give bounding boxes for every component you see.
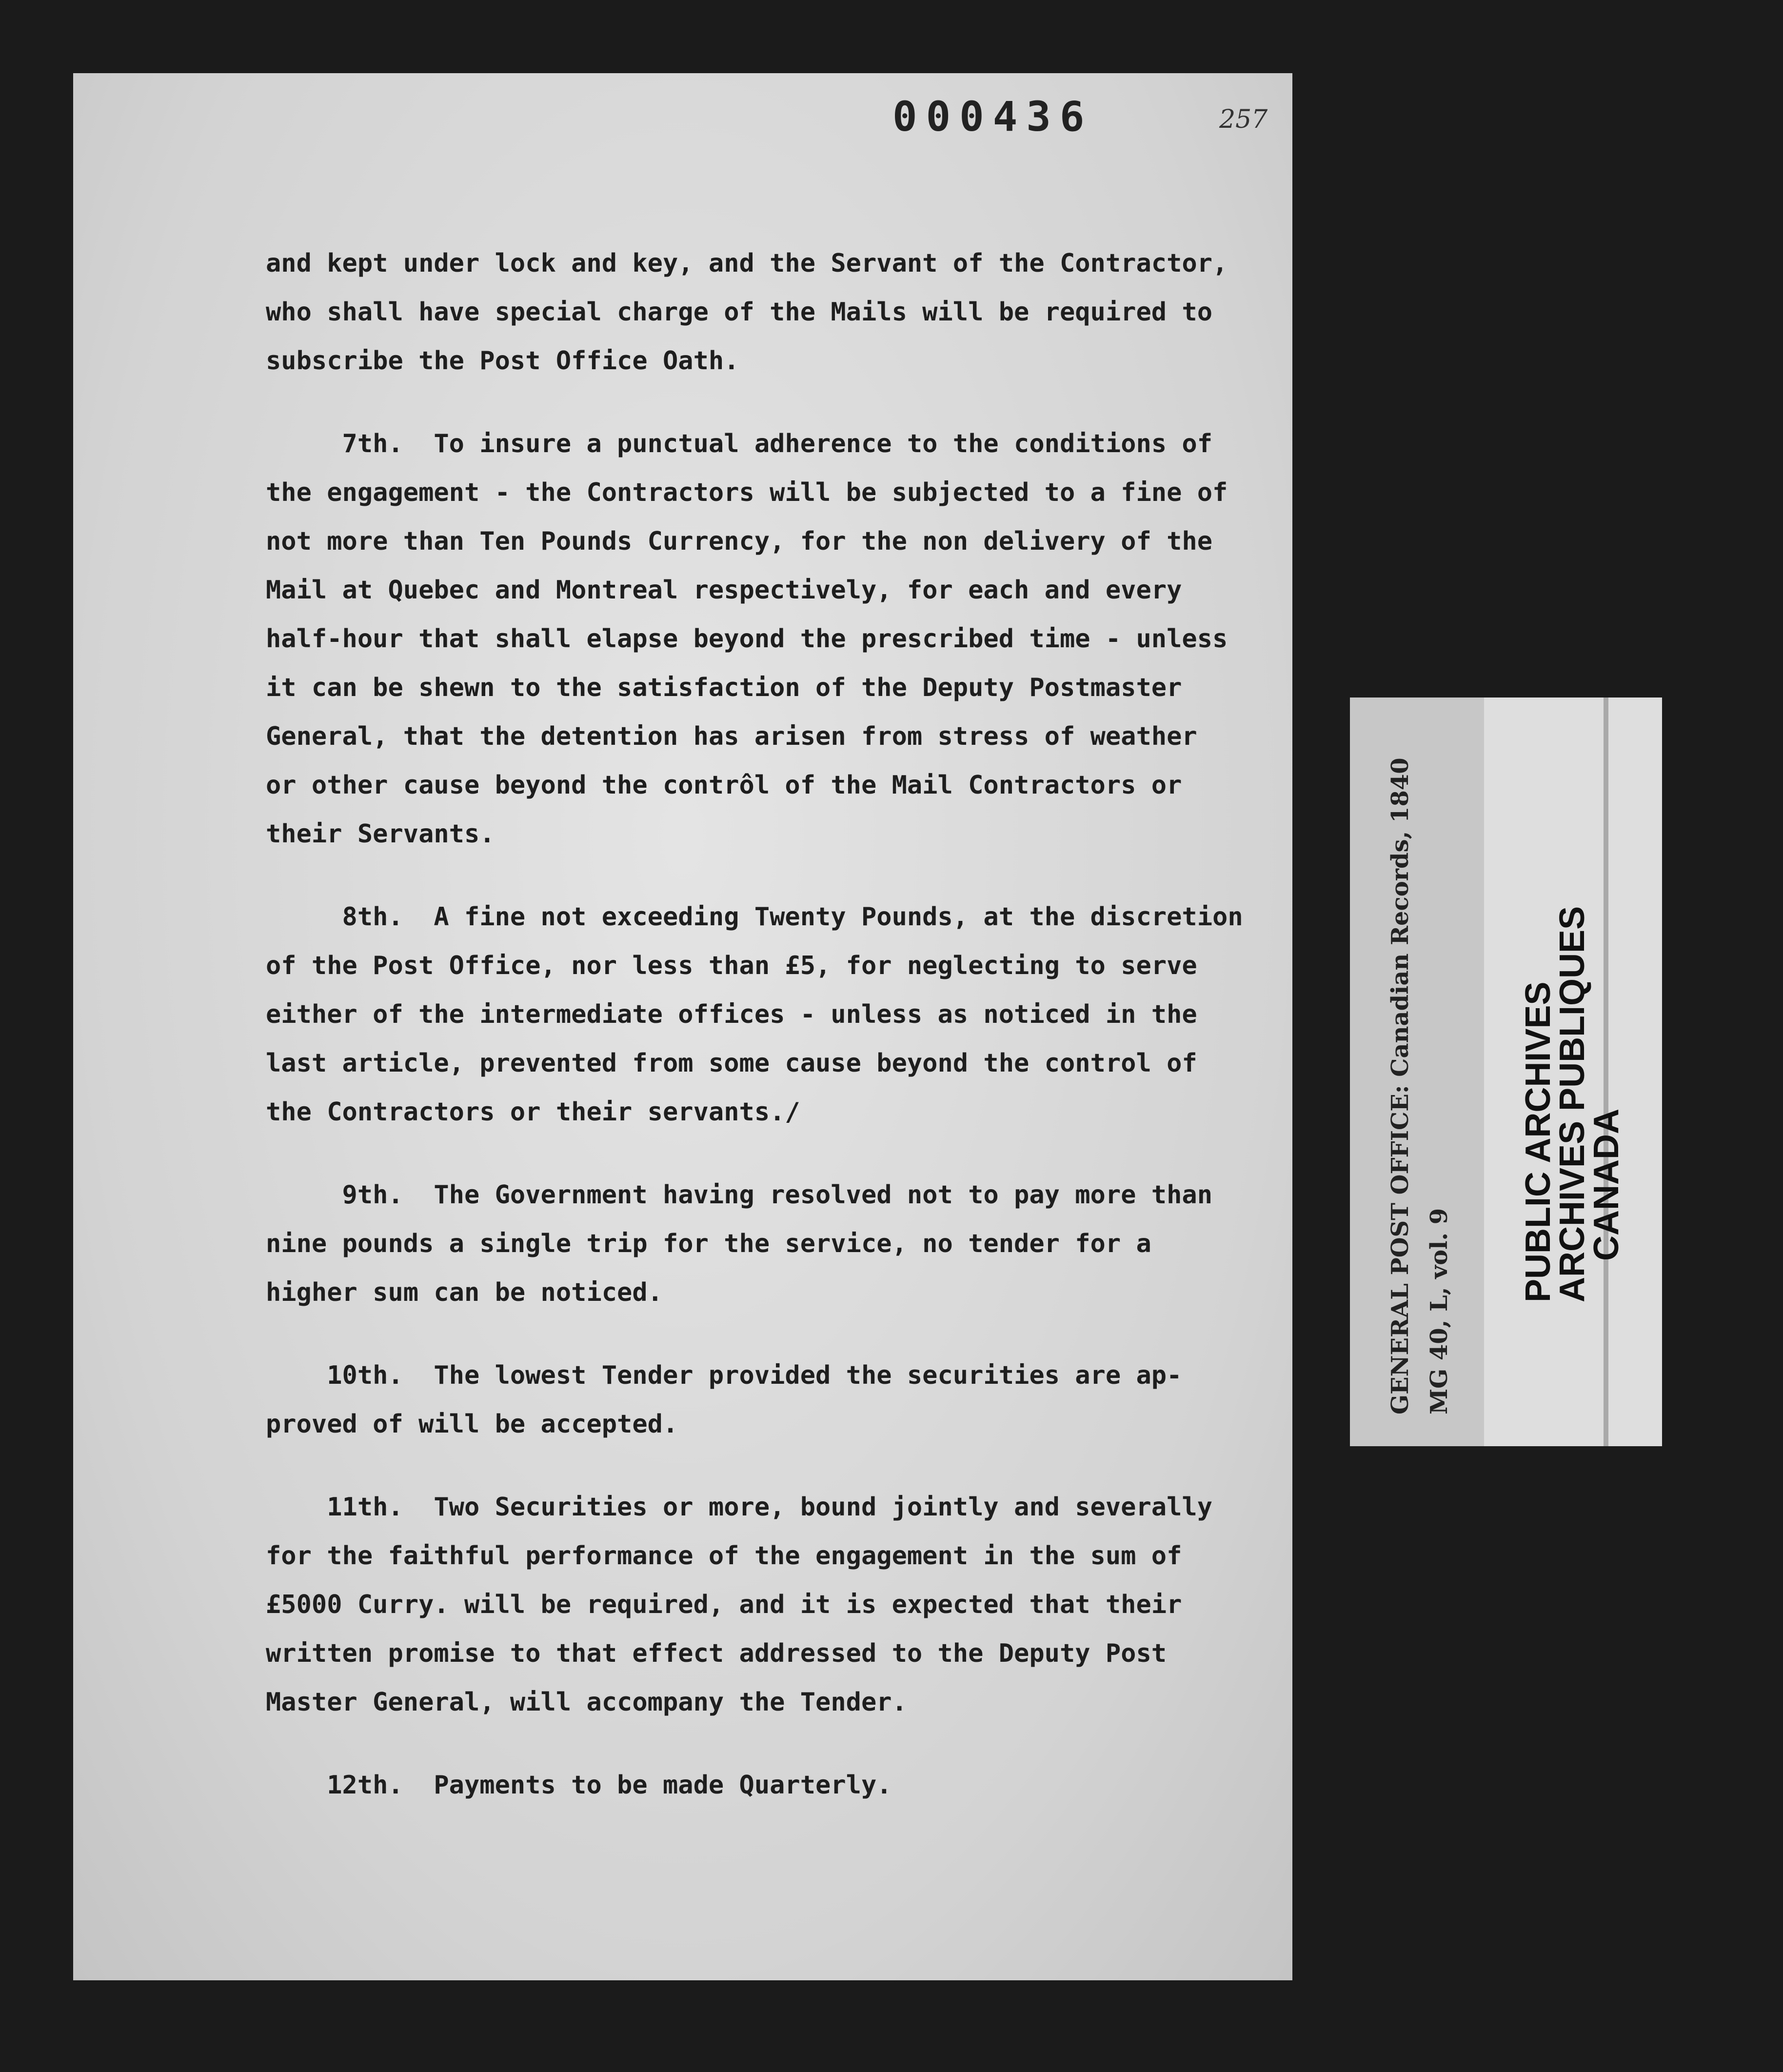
document-page (73, 73, 1292, 1980)
text-line: the engagement - the Contractors will be subjected to a fine of (266, 478, 1228, 507)
text-line: 9th. The Government having resolved not to pay more than (266, 1180, 1213, 1210)
label-left-panel (1350, 697, 1486, 1446)
archive-country: CANADA (1587, 1109, 1626, 1261)
text-line: General, that the detention has arisen from stress of weather (266, 722, 1197, 751)
page-number-stamp: 000436 (892, 93, 1093, 140)
text-line: subscribe the Post Office Oath. (266, 346, 739, 376)
volume-reference: MG 40, L, vol. 9 (1426, 1208, 1453, 1415)
archive-reference-label (1350, 697, 1662, 1446)
archive-name-english: PUBLIC ARCHIVES (1519, 981, 1558, 1302)
text-line: Mail at Quebec and Montreal respectively, for each and every (266, 576, 1182, 605)
text-line: either of the intermediate offices - unless as noticed in the (266, 1000, 1197, 1029)
text-line: last article, prevented from some cause beyond the control of (266, 1049, 1197, 1078)
text-line: 7th. To insure a punctual adherence to the conditions of (266, 429, 1213, 458)
text-line: 8th. A fine not exceeding Twenty Pounds, at the discretion (266, 902, 1243, 932)
typed-text-body (266, 239, 1305, 1810)
text-line: for the faithful performance of the engagement in the sum of (266, 1541, 1182, 1571)
text-line: Master General, will accompany the Tender. (266, 1688, 907, 1717)
label-divider (1604, 697, 1608, 1446)
text-line: £5000 Curry. will be required, and it is expected that their (266, 1590, 1182, 1619)
text-line: it can be shewn to the satisfaction of the Deputy Postmaster (266, 673, 1182, 702)
text-line: proved of will be accepted. (266, 1410, 678, 1439)
text-line: and kept under lock and key, and the Servant of the Contractor, (266, 249, 1228, 278)
handwritten-folio-number: 257 (1219, 105, 1268, 134)
text-line: written promise to that effect addressed to the Deputy Post (266, 1639, 1167, 1668)
archive-name-french: ARCHIVES PUBLIQUES (1553, 906, 1592, 1302)
text-line: not more than Ten Pounds Currency, for the non delivery of the (266, 527, 1213, 556)
text-line: the Contractors or their servants./ (266, 1097, 800, 1127)
text-line: higher sum can be noticed. (266, 1278, 663, 1307)
collection-title: GENERAL POST OFFICE: Canadian Records, 1840 (1387, 757, 1414, 1415)
text-line: of the Post Office, nor less than £5, for neglecting to serve (266, 951, 1197, 980)
text-line: 12th. Payments to be made Quarterly. (266, 1771, 892, 1800)
text-line: 10th. The lowest Tender provided the securities are ap- (266, 1361, 1182, 1390)
text-line: half-hour that shall elapse beyond the prescribed time - unless (266, 624, 1228, 654)
text-line: 11th. Two Securities or more, bound jointly and severally (266, 1493, 1213, 1522)
text-line: their Servants. (266, 819, 495, 849)
text-line: nine pounds a single trip for the service, no tender for a (266, 1229, 1151, 1258)
text-line: who shall have special charge of the Mails will be required to (266, 298, 1213, 327)
text-line: or other cause beyond the contrôl of the Mail Contractors or (266, 771, 1182, 800)
